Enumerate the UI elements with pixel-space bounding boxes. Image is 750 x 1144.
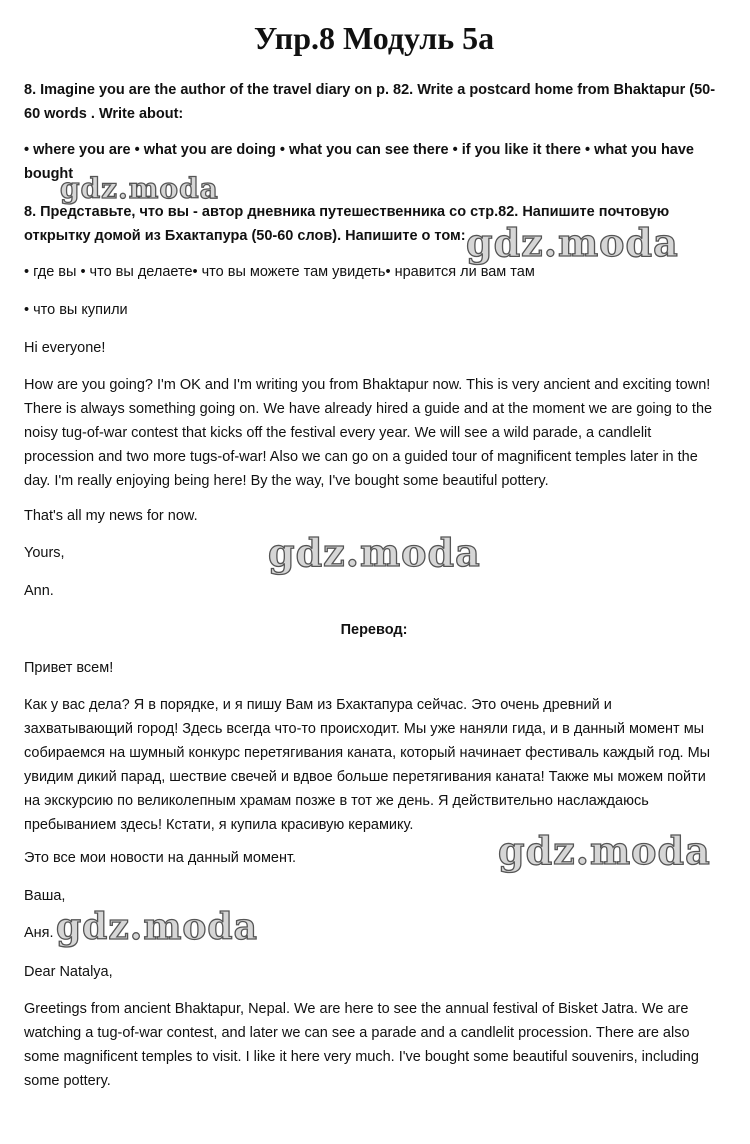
letter1-ru-body: Как у вас дела? Я в порядке, и я пишу Вам из Бхактапура сейчас. Это очень древний и захватывающий город! Здесь всегда что-то происходит. Мы уже наняли гида, и в данный момент мы собираемся на шумный конкурс перетягивания каната, который начинает фестиваль каждый год. Мы увидим дикий парад, шествие свечей и вдвое больше перетягивания каната! Также мы можем пойти на экскурсию по великолепным храмам позже в тот же день. Я действительно наслаждаюсь пребыванием здесь! Кстати, я купила красивую керамику. [24, 697, 711, 833]
letter2-body: Greetings from ancient Bhaktapur, Nepal. We are here to see the annual festival of Bisket Jatra. We are watching a tug-of-war contest, and later we can see a parade and a candlelit procession. There are also some magnificent temples to visit. I like it here very much. I've bought some beautiful souvenirs, including some pottery. [24, 1001, 699, 1089]
letter1-closing-line: That's all my news for now. [24, 508, 198, 524]
letter1-name: Ann. [24, 583, 54, 599]
task-russian: 8. Представьте, что вы - автор дневника путешественника со стр.82. Напишите почтовую открытку домой из Бхактапура (50-60 слов). Напишите о том: [24, 204, 670, 244]
task-russian-points-2: • что вы купили [24, 302, 128, 318]
task-english-points: • where you are • what you are doing • what you can see there • if you like it there • what you have bought [24, 142, 694, 182]
watermark: gdz.moda [60, 172, 219, 205]
letter1-ru-signoff: Ваша, [24, 888, 66, 904]
task-russian-points-1: • где вы • что вы делаете• что вы можете там увидеть• нравится ли вам там [24, 264, 535, 280]
watermark: gdz.moda [498, 828, 711, 873]
watermark: gdz.moda [56, 906, 258, 948]
letter1-ru-closing-line: Это все мои новости на данный момент. [24, 850, 297, 866]
letter1-ru-greeting: Привет всем! [24, 660, 114, 676]
watermark: gdz.moda [466, 220, 679, 265]
letter2-greeting: Dear Natalya, [24, 964, 113, 980]
letter1-body: How are you going? I'm OK and I'm writing you from Bhaktapur now. This is very ancient and exciting town! There is always something going on. We have already hired a guide and at the moment we are going to the noisy tug-of-war contest that kicks off the festival every year. We will see a wild parade, a candlelit procession and two more tugs-of-war! Also we can go on a guided tour of magnificent temples later in the day. I'm really enjoying being here! By the way, I've bought some beautiful pottery. [24, 377, 713, 489]
page-title: Упр.8 Модуль 5a [253, 20, 495, 56]
letter1-ru-name: Аня. [24, 925, 54, 941]
task-english: 8. Imagine you are the author of the travel diary on p. 82. Write a postcard home from Bhaktapur (50-60 words . Write about: [24, 82, 716, 122]
translation-heading: Перевод: [340, 622, 408, 638]
letter1-greeting: Hi everyone! [24, 340, 106, 356]
watermark: gdz.moda [268, 530, 481, 575]
letter1-signoff: Yours, [24, 545, 65, 561]
